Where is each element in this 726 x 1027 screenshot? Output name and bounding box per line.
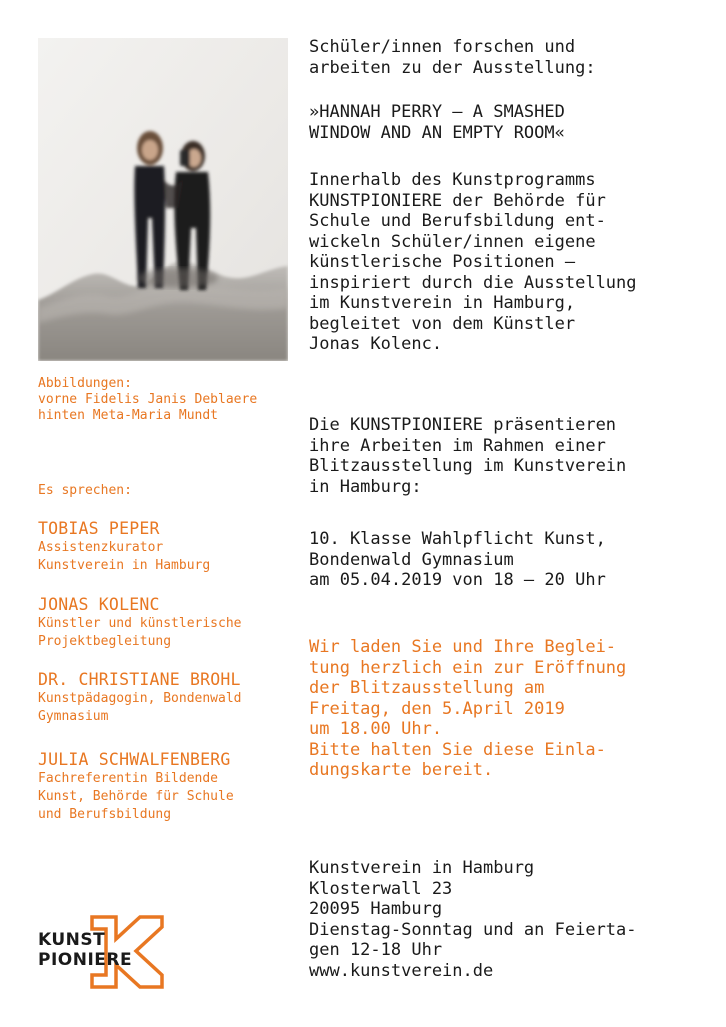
- exhibition-photo: [38, 38, 288, 361]
- mirror-reflection-photo: [38, 38, 288, 361]
- speaker-role: Kunstpädagogin, Bondenwald Gymnasium: [38, 691, 242, 724]
- speaker-role: Assistenzkurator Kunstverein in Hamburg: [38, 540, 211, 573]
- logo-line2: PIONIERE: [38, 950, 133, 970]
- presentation-text: Die KUNSTPIONIERE präsentieren ihre Arbeiten im Rahmen einer Blitzausstellung im Kunstverein in Hamburg:: [309, 415, 627, 497]
- speaker-name: TOBIAS PEPER: [38, 519, 160, 538]
- logo-k-icon: [36, 913, 164, 991]
- speaker-role: Fachreferentin Bildende Kunst, Behörde für Schule und Berufsbildung: [38, 771, 234, 822]
- speaker-entry: [38, 670, 303, 726]
- exhibition-title: »HANNAH PERRY – A SMASHED WINDOW AND AN EMPTY ROOM«: [309, 102, 565, 143]
- speaker-name: JULIA SCHWALFENBERG: [38, 750, 231, 769]
- venue-address: Kunstverein in Hamburg Klosterwall 23 20095 Hamburg Dienstag-Sonntag und an Feierta- gen 12-18 Uhr www.kunstverein.de: [309, 858, 637, 981]
- speaker-role: Künstler und künstlerische Projektbegleitung: [38, 616, 242, 649]
- speaker-entry: [38, 750, 303, 824]
- kunstpioniere-logo: [36, 913, 164, 991]
- image-caption: Abbildungen: vorne Fidelis Janis Deblaere hinten Meta-Maria Mundt: [38, 376, 258, 423]
- logo-line1: KUNST: [38, 930, 106, 950]
- speaker-name: JONAS KOLENC: [38, 595, 160, 614]
- invitation-text: Wir laden Sie und Ihre Beglei- tung herzlich ein zur Eröffnung der Blitzausstellung am Freitag, den 5.April 2019 um 18.00 Uhr. Bitte halten Sie diese Einla- dungskarte bereit.: [309, 637, 627, 780]
- speaker-entry: [38, 519, 303, 575]
- speaker-entry: [38, 595, 303, 651]
- intro-text: Schüler/innen forschen und arbeiten zu der Ausstellung:: [309, 37, 596, 78]
- program-description: Innerhalb des Kunstprogramms KUNSTPIONIERE der Behörde für Schule und Berufsbildung ent- wickeln Schüler/innen eigene künstlerische Positionen – inspiriert durch die Ausstellung im Kunstverein in Hamburg, begleitet von dem Künstler Jonas Kolenc.: [309, 170, 637, 354]
- speakers-heading: Es sprechen:: [38, 483, 132, 498]
- speaker-name: DR. CHRISTIANE BROHL: [38, 670, 241, 689]
- class-info: 10. Klasse Wahlpflicht Kunst, Bondenwald Gymnasium am 05.04.2019 von 18 – 20 Uhr: [309, 529, 606, 590]
